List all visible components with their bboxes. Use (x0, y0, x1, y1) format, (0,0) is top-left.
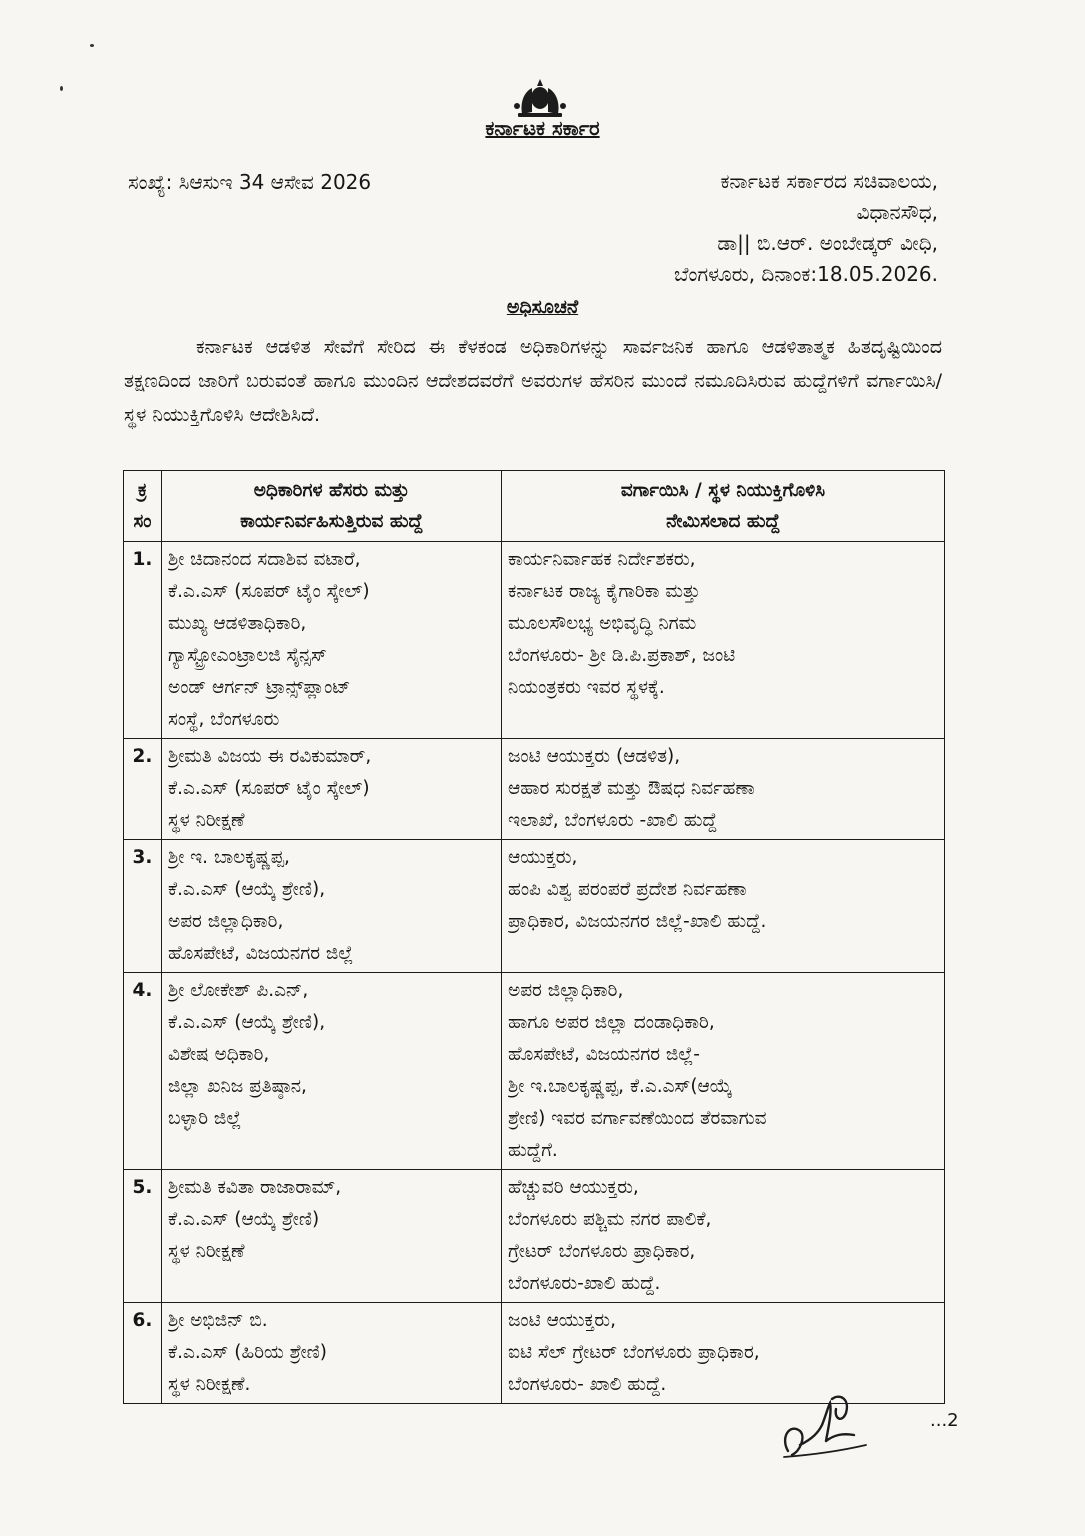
notification-title: ಅಧಿಸೂಚನೆ (506, 296, 579, 318)
posting-line: ಇಲಾಖೆ, ಬೆಂಗಳೂರು -ಖಾಲಿ ಹುದ್ದೆ (508, 810, 717, 831)
officer-line: ಕೆ.ಎ.ಎಸ್ (ಹಿರಿಯ ಶ್ರೇಣಿ) (168, 1342, 327, 1363)
posting-line: ಬೆಂಗಳೂರು-ಖಾಲಿ ಹುದ್ದೆ. (508, 1273, 661, 1294)
new-posting-cell (502, 1170, 945, 1303)
new-posting-cell (502, 973, 945, 1170)
posting-line: ಹೆಚ್ಚುವರಿ ಆಯುಕ್ತರು, (508, 1177, 639, 1198)
posting-line: ಪ್ರಾಧಿಕಾರ, ವಿಜಯನಗರ ಜಿಲ್ಲೆ-ಖಾಲಿ ಹುದ್ದೆ. (508, 911, 767, 932)
table-row (124, 840, 945, 973)
officer-details-cell (162, 542, 502, 739)
officer-line: ಅಪರ ಜಿಲ್ಲಾಧಿಕಾರಿ, (168, 911, 284, 932)
table-row (124, 973, 945, 1170)
officer-details-cell (162, 1170, 502, 1303)
officer-line: ವಿಶೇಷ ಅಧಿಕಾರಿ, (168, 1044, 270, 1065)
officer-details-cell (162, 1303, 502, 1404)
order-number: ಸಂಖ್ಯೆ: ಸಿಆಸುಇ 34 ಆಸೇವ 2026 (128, 170, 372, 194)
officer-line: ಕೆ.ಎ.ಎಸ್ (ಆಯ್ಕೆ ಶ್ರೇಣಿ) (168, 1209, 320, 1230)
officer-line: ಜಿಲ್ಲಾ ಖನಿಜ ಪ್ರತಿಷ್ಠಾನ, (168, 1076, 307, 1097)
officer-line: ಗ್ಯಾಸ್ಟ್ರೋಎಂಟ್ರಾಲಜಿ ಸೈನ್ಸಸ್ (168, 645, 327, 666)
new-posting-cell (502, 739, 945, 840)
posting-line: ಗ್ರೇಟರ್ ಬೆಂಗಳೂರು ಪ್ರಾಧಿಕಾರ, (508, 1241, 696, 1262)
posting-line: ಹಾಗೂ ಅಪರ ಜಿಲ್ಲಾ ದಂಡಾಧಿಕಾರಿ, (508, 1012, 715, 1033)
posting-line: ಐಟಿ ಸೆಲ್ ಗ್ರೇಟರ್ ಬೆಂಗಳೂರು ಪ್ರಾಧಿಕಾರ, (508, 1342, 760, 1363)
header-officer-name: ಅಧಿಕಾರಿಗಳ ಹೆಸರು ಮತ್ತು ಕಾರ್ಯನಿರ್ವಹಿಸುತ್ತಿರುವ ಹುದ್ದೆ (162, 471, 502, 542)
transfer-orders-table (123, 470, 945, 1404)
table-row (124, 1170, 945, 1303)
serial-number-cell: 6. (124, 1303, 162, 1404)
scan-speck (60, 86, 63, 91)
serial-number-cell: 1. (124, 542, 162, 739)
scan-speck (90, 44, 94, 47)
officer-line: ಸ್ಥಳ ನಿರೀಕ್ಷಣೆ. (168, 1374, 251, 1395)
posting-line: ಆಹಾರ ಸುರಕ್ಷತೆ ಮತ್ತು ಔಷಧ ನಿರ್ವಹಣಾ (508, 778, 755, 799)
officer-line: ಶ್ರೀ ಲೋಕೇಶ್ ಪಿ.ಎನ್, (168, 980, 309, 1001)
new-posting-cell (502, 840, 945, 973)
officer-details-cell (162, 973, 502, 1170)
karnataka-emblem-icon (508, 78, 572, 120)
posting-line: ಬೆಂಗಳೂರು- ಶ್ರೀ ಡಿ.ಪಿ.ಪ್ರಕಾಶ್, ಜಂಟಿ (508, 645, 736, 666)
header-new-posting: ವರ್ಗಾಯಿಸಿ / ಸ್ಥಳ ನಿಯುಕ್ತಿಗೊಳಿಸಿ ನೇಮಿಸಲಾದ ಹುದ್ದೆ (502, 471, 945, 542)
officer-line: ಹೊಸಪೇಟೆ, ವಿಜಯನಗರ ಜಿಲ್ಲೆ (168, 943, 354, 964)
officer-line: ಬಳ್ಳಾರಿ ಜಿಲ್ಲೆ (168, 1108, 242, 1129)
posting-line: ಬೆಂಗಳೂರು ಪಶ್ಚಿಮ ನಗರ ಪಾಲಿಕೆ, (508, 1209, 712, 1230)
notification-body: ಕರ್ನಾಟಕ ಆಡಳಿತ ಸೇವೆಗೆ ಸೇರಿದ ಈ ಕೆಳಕಂಡ ಅಧಿಕಾರಿಗಳನ್ನು ಸಾರ್ವಜನಿಕ ಹಾಗೂ ಆಡಳಿತಾತ್ಮಕ ಹಿತದೃಷ್ಟಿಯಿಂದ ತಕ್ಷಣದಿಂದ ಜಾರಿಗೆ ಬರುವಂತೆ ಹಾಗೂ ಮುಂದಿನ ಆದೇಶದವರೆಗೆ ಅವರುಗಳ ಹೆಸರಿನ ಮುಂದೆ ನಮೂದಿಸಿರುವ ಹುದ್ದೆಗಳಿಗೆ ವರ್ಗಾಯಿಸಿ/ಸ್ಥಳ ನಿಯುಕ್ತಿಗೊಳಿಸಿ ಆದೇಶಿಸಿದೆ. (124, 336, 942, 426)
officer-details-cell (162, 840, 502, 973)
officer-line: ಶ್ರೀ ಇ. ಬಾಲಕೃಷ್ಣಪ್ಪ, (168, 847, 290, 868)
page-continuation: ...2 (930, 1410, 959, 1431)
serial-number-cell: 2. (124, 739, 162, 840)
posting-line: ಜಂಟಿ ಆಯುಕ್ತರು, (508, 1310, 616, 1331)
new-posting-cell (502, 542, 945, 739)
address-line: ಕರ್ನಾಟಕ ಸರ್ಕಾರದ ಸಚಿವಾಲಯ, (720, 169, 938, 193)
officer-line: ಕೆ.ಎ.ಎಸ್ (ಆಯ್ಕೆ ಶ್ರೇಣಿ), (168, 879, 326, 900)
posting-line: ಹಂಪಿ ವಿಶ್ವ ಪರಂಪರೆ ಪ್ರದೇಶ ನಿರ್ವಹಣಾ (508, 879, 747, 900)
officer-line: ಸಂಸ್ಥೆ, ಬೆಂಗಳೂರು (168, 709, 280, 730)
officer-line: ಸ್ಥಳ ನಿರೀಕ್ಷಣೆ (168, 1241, 245, 1262)
officer-signature (770, 1385, 880, 1465)
posting-line: ಜಂಟಿ ಆಯುಕ್ತರು (ಆಡಳಿತ), (508, 746, 681, 767)
officer-line: ಮುಖ್ಯ ಆಡಳಿತಾಧಿಕಾರಿ, (168, 613, 307, 634)
table-header-row (124, 471, 945, 542)
officer-line: ಶ್ರೀಮತಿ ಕವಿತಾ ರಾಜಾರಾಮ್, (168, 1177, 342, 1198)
posting-line: ಮೂಲಸೌಲಭ್ಯ ಅಭಿವೃದ್ಧಿ ನಿಗಮ (508, 613, 697, 634)
posting-line: ಶ್ರೇಣಿ) ಇವರ ವರ್ಗಾವಣೆಯಿಂದ ತೆರವಾಗುವ (508, 1108, 767, 1129)
officer-line: ಕೆ.ಎ.ಎಸ್ (ಸೂಪರ್ ಟೈಂ ಸ್ಕೇಲ್) (168, 778, 370, 799)
address-line: ಡಾ|| ಬಿ.ಆರ್. ಅಂಬೇಡ್ಕರ್ ವೀಧಿ, (717, 231, 938, 255)
officer-line: ಸ್ಥಳ ನಿರೀಕ್ಷಣೆ (168, 810, 245, 831)
address-date-line: ಬೆಂಗಳೂರು, ದಿನಾಂಕ:18.05.2026. (674, 262, 938, 286)
office-address (560, 166, 938, 290)
serial-number-cell: 3. (124, 840, 162, 973)
header-serial-number: ಕ್ರ ಸಂ (124, 471, 162, 542)
posting-line: ನಿಯಂತ್ರಕರು ಇವರ ಸ್ಥಳಕ್ಕೆ. (508, 677, 665, 698)
posting-line: ಕಾರ್ಯನಿರ್ವಾಹಕ ನಿರ್ದೇಶಕರು, (508, 549, 696, 570)
officer-line: ಶ್ರೀಮತಿ ವಿಜಯ ಈ ರವಿಕುಮಾರ್, (168, 746, 372, 767)
posting-line: ಅಪರ ಜಿಲ್ಲಾಧಿಕಾರಿ, (508, 980, 624, 1001)
table-row (124, 739, 945, 840)
officer-line: ಅಂಡ್ ಆರ್ಗನ್ ಟ್ರಾನ್ಸ್‌ಪ್ಲಾಂಟ್ (168, 677, 351, 698)
address-line: ವಿಧಾನಸೌಧ, (856, 200, 938, 224)
posting-line: ಹುದ್ದೆಗೆ. (508, 1140, 558, 1161)
officer-line: ಶ್ರೀ ಅಭಿಜಿನ್ ಬಿ. (168, 1310, 268, 1331)
posting-line: ಬೆಂಗಳೂರು- ಖಾಲಿ ಹುದ್ದೆ. (508, 1374, 667, 1395)
officer-line: ಕೆ.ಎ.ಎಸ್ (ಸೂಪರ್ ಟೈಂ ಸ್ಕೇಲ್) (168, 581, 370, 602)
posting-line: ಕರ್ನಾಟಕ ರಾಜ್ಯ ಕೈಗಾರಿಕಾ ಮತ್ತು (508, 581, 701, 602)
posting-line: ಶ್ರೀ ಇ.ಬಾಲಕೃಷ್ಣಪ್ಪ, ಕೆ.ಎ.ಎಸ್(ಆಯ್ಕೆ (508, 1076, 733, 1097)
government-title: ಕರ್ನಾಟಕ ಸರ್ಕಾರ (485, 116, 600, 140)
officer-line: ಶ್ರೀ ಚಿದಾನಂದ ಸದಾಶಿವ ವಟಾರೆ, (168, 549, 361, 570)
serial-number-cell: 5. (124, 1170, 162, 1303)
serial-number-cell: 4. (124, 973, 162, 1170)
posting-line: ಹೊಸಪೇಟೆ, ವಿಜಯನಗರ ಜಿಲ್ಲೆ- (508, 1044, 700, 1065)
officer-line: ಕೆ.ಎ.ಎಸ್ (ಆಯ್ಕೆ ಶ್ರೇಣಿ), (168, 1012, 326, 1033)
table-row (124, 542, 945, 739)
posting-line: ಆಯುಕ್ತರು, (508, 847, 578, 868)
officer-details-cell (162, 739, 502, 840)
